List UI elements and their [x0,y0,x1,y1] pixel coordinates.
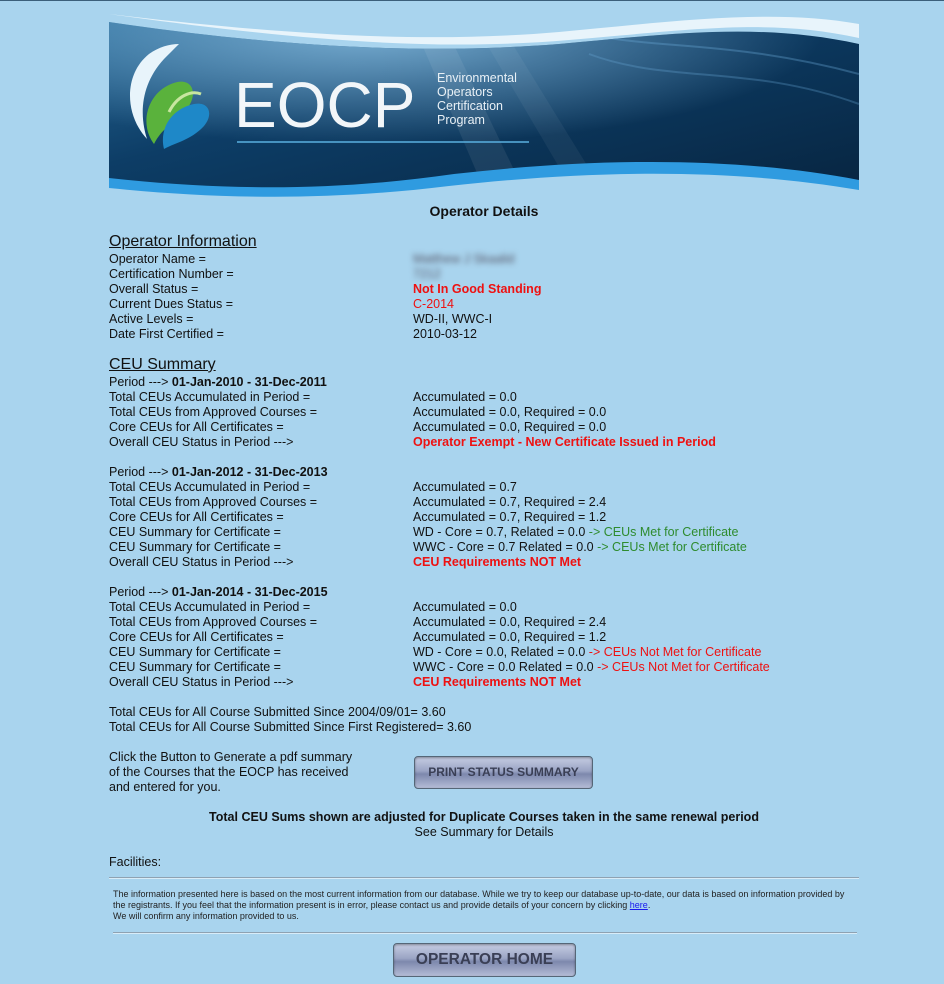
row-label: CEU Summary for Certificate = [109,525,281,539]
row-label: Total CEUs Accumulated in Period = [109,480,311,494]
period-header [109,375,859,390]
certificate-status: -> CEUs Not Met for Certificate [597,660,770,674]
ceu-row [109,405,859,420]
disclaimer-here-link[interactable]: here [629,900,648,910]
row-value: Accumulated = 0.7, Required = 2.4 [413,495,607,509]
row-value: Accumulated = 0.7, Required = 1.2 [413,510,607,524]
period-range: 01-Jan-2014 - 31-Dec-2015 [171,585,328,599]
duplicate-courses-note: Total CEU Sums shown are adjusted for Duplicate Courses taken in the same renewal period [209,810,759,824]
ceu-row [109,480,859,495]
facilities-label: Facilities: [109,855,162,869]
row-value: WWC - Core = 0.0 Related = 0.0 [413,660,594,674]
row-value: Accumulated = 0.0, Required = 0.0 [413,405,607,419]
certification-number-value: 7212 [413,267,441,281]
period-range: 01-Jan-2010 - 31-Dec-2011 [171,375,327,389]
operator-name-value: Matthew J Skaalid [413,252,515,266]
row-label: Total CEUs from Approved Courses = [109,405,318,419]
pdf-instructions-line: Click the Button to Generate a pdf summary [109,750,353,764]
row-label: Core CEUs for All Certificates = [109,510,284,524]
row-label: Overall CEU Status in Period ---> [109,555,294,569]
pdf-instructions-line: and entered for you. [109,780,221,794]
row-label: Certification Number = [109,267,234,281]
ceu-row [109,615,859,630]
operator-info-heading: Operator Information [109,233,257,250]
certificate-status: -> CEUs Met for Certificate [588,525,739,539]
disclaimer-tail: . [647,900,651,910]
date-first-certified-value: 2010-03-12 [413,327,477,341]
page-title: Operator Details [429,203,539,219]
row-value: Accumulated = 0.0, Required = 1.2 [413,630,607,644]
row-value: WWC - Core = 0.7 Related = 0.0 [413,540,594,554]
ceu-row [109,495,859,510]
divider [113,932,857,934]
logo-text: EOCP [234,69,416,141]
disclaimer [113,889,857,922]
period-status-value: CEU Requirements NOT Met [413,675,582,689]
row-label: Overall Status = [109,282,199,296]
ceu-row [109,510,859,525]
row-value: Accumulated = 0.0 [413,600,517,614]
certification-number-row [109,267,859,282]
operator-home-button[interactable]: OPERATOR HOME [393,943,576,977]
row-value: WD - Core = 0.7, Related = 0.0 [413,525,586,539]
row-label: Total CEUs from Approved Courses = [109,495,318,509]
row-label: Overall CEU Status in Period ---> [109,435,294,449]
row-label: Operator Name = [109,252,206,266]
certificate-summary-row [109,645,859,660]
row-label: Date First Certified = [109,327,224,341]
period-status-value: Operator Exempt - New Certificate Issued in Period [413,435,716,449]
svg-text:Certification: Certification [437,99,503,113]
certificate-summary-row [109,660,859,675]
eocp-banner [109,14,859,201]
ceu-status-row [109,555,859,570]
ceu-summary-heading: CEU Summary [109,356,216,373]
period-range: 01-Jan-2012 - 31-Dec-2013 [171,465,328,479]
row-value: Accumulated = 0.0, Required = 0.0 [413,420,607,434]
certificate-status: -> CEUs Met for Certificate [597,540,747,554]
date-first-certified-row [109,327,859,342]
ceu-status-row [109,675,859,690]
ceu-row [109,630,859,645]
period-header [109,585,859,600]
ceu-status-row [109,435,859,450]
top-border [0,0,944,1]
disclaimer-text: The information presented here is based on the most current information from our database. While we try to keep our database up-to-date, our data is based on information provided by the registrants. If you feel that the information present is in error, please contact us and provide details of your concern by clicking [113,889,845,910]
svg-text:Operators: Operators [437,85,493,99]
total-since-date: Total CEUs for All Course Submitted Since 2004/09/01= 3.60 [109,705,446,719]
print-status-summary-button[interactable]: PRINT STATUS SUMMARY [414,756,593,789]
row-value: Accumulated = 0.7 [413,480,517,494]
disclaimer-line2: We will confirm any information provided to us. [113,911,299,921]
certificate-summary-row [109,540,859,555]
svg-text:Environmental: Environmental [437,71,517,85]
row-label: CEU Summary for Certificate = [109,540,281,554]
operator-name-row [109,252,859,267]
overall-status-row [109,282,859,297]
row-label: Overall CEU Status in Period ---> [109,675,294,689]
period-status-value: CEU Requirements NOT Met [413,555,582,569]
dues-status-value: C-2014 [413,297,454,311]
pdf-instructions-line: of the Courses that the EOCP has received [109,765,349,779]
ceu-row [109,390,859,405]
row-label: Active Levels = [109,312,194,326]
row-value: WD - Core = 0.0, Related = 0.0 [413,645,586,659]
row-label: Total CEUs from Approved Courses = [109,615,318,629]
row-label: Current Dues Status = [109,297,234,311]
ceu-row [109,600,859,615]
row-label: Total CEUs Accumulated in Period = [109,600,311,614]
row-label: Core CEUs for All Certificates = [109,420,284,434]
row-label: Core CEUs for All Certificates = [109,630,284,644]
active-levels-row [109,312,859,327]
row-value: Accumulated = 0.0 [413,390,517,404]
period-header [109,465,859,480]
total-since-registered: Total CEUs for All Course Submitted Since First Registered= 3.60 [109,720,472,734]
see-summary-note: See Summary for Details [414,825,554,839]
row-label: Total CEUs Accumulated in Period = [109,390,311,404]
certificate-summary-row [109,525,859,540]
row-label: CEU Summary for Certificate = [109,645,281,659]
dues-status-row [109,297,859,312]
period-prefix: Period ---> [109,585,169,599]
row-value: Accumulated = 0.0, Required = 2.4 [413,615,607,629]
period-prefix: Period ---> [109,465,169,479]
divider [109,877,859,879]
row-label: CEU Summary for Certificate = [109,660,281,674]
active-levels-value: WD-II, WWC-I [413,312,493,326]
period-prefix: Period ---> [109,375,169,389]
overall-status-value: Not In Good Standing [413,282,542,296]
svg-text:Program: Program [437,113,485,127]
certificate-status: -> CEUs Not Met for Certificate [588,645,762,659]
ceu-row [109,420,859,435]
